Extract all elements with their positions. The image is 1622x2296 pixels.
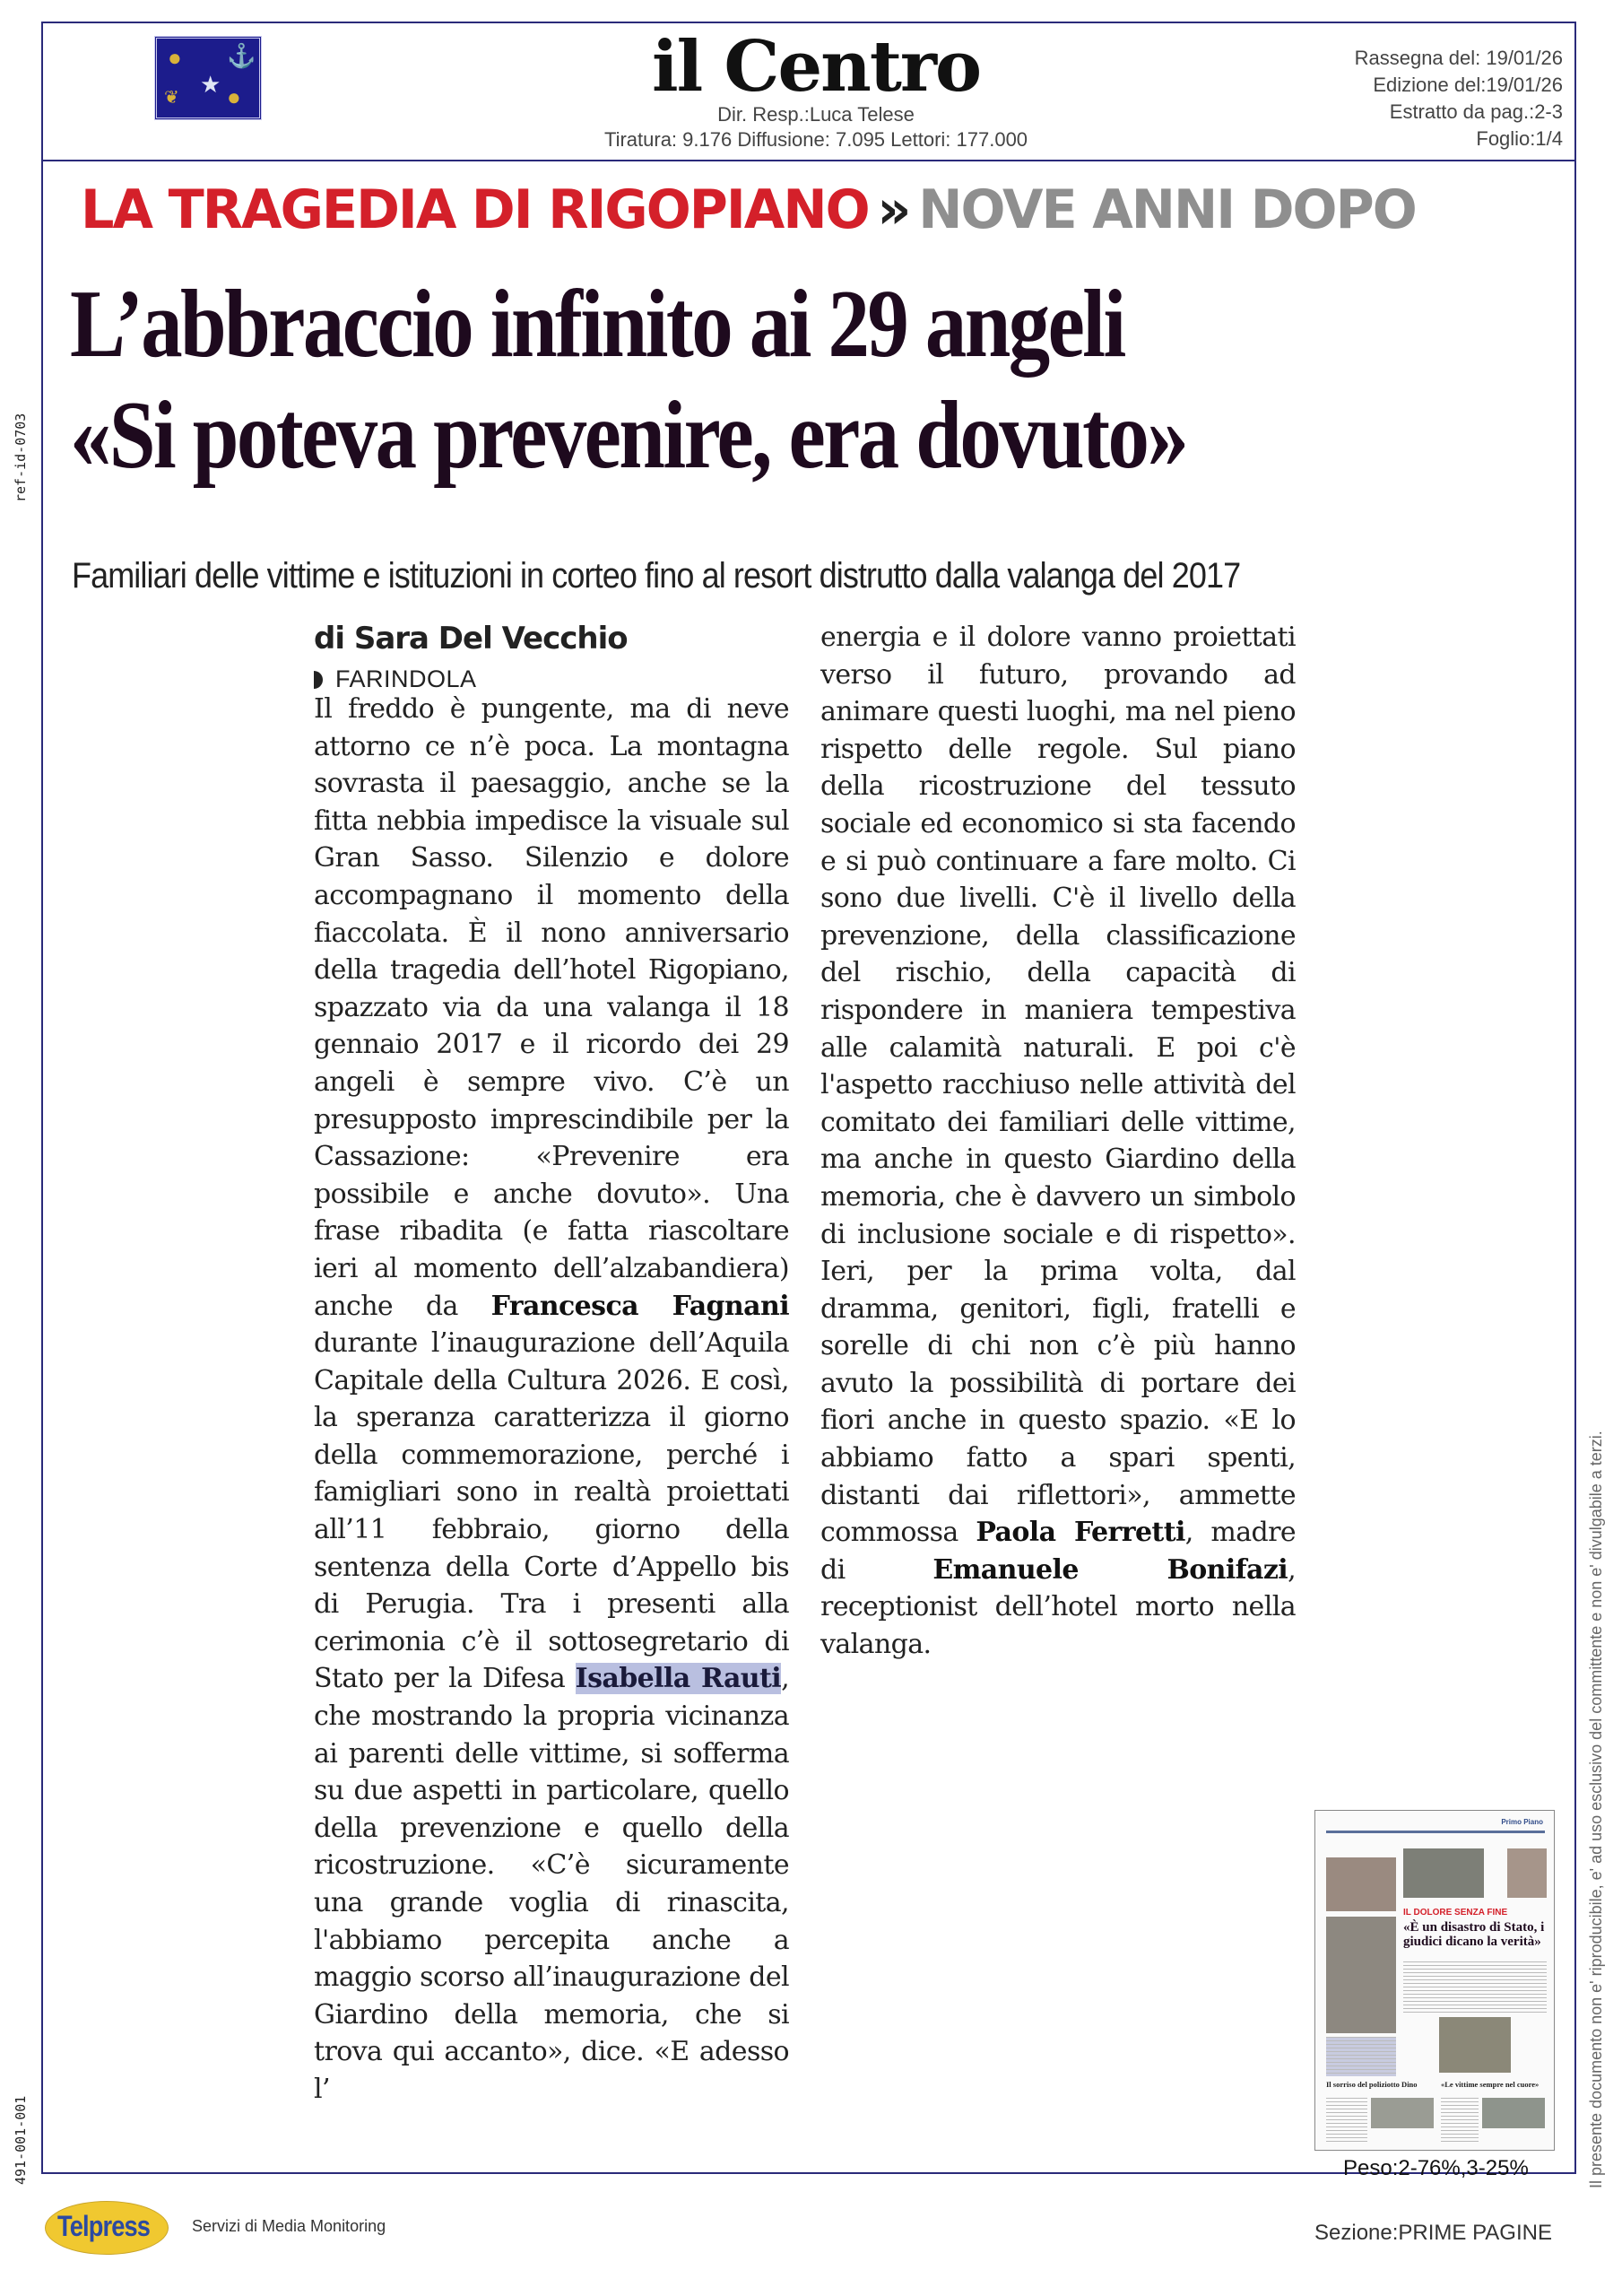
paragraph-text: , receptionist dell’hotel morto nella valanga.: [820, 1553, 1297, 1661]
thumbnail-text-block: [1403, 1961, 1547, 2015]
article-column-left: [314, 691, 789, 2109]
telpress-logo-text: Telpress: [57, 2210, 151, 2242]
anchor-icon: ⚓: [227, 42, 256, 69]
footer-section: Sezione:PRIME PAGINE: [1314, 2221, 1552, 2245]
highlighted-person-name: Isabella Rauti: [575, 1663, 782, 1695]
thumbnail-bottom-right-title: «Le vittime sempre nel cuore»: [1441, 2080, 1540, 2089]
thumbnail-photo: [1371, 2098, 1434, 2128]
thumbnail-kicker: IL DOLORE SENZA FINE: [1403, 1908, 1508, 1918]
paragraph-text: durante l’inaugurazione dell’Aquila Capitale della Cultura 2026. E così, la speranza caratterizza il giorno della commemorazione, perché i famigliari sono in realtà proiettati all’11 febbraio, giorno della sentenza della Corte d’Appello bis di Perugia. Tra i presenti alla cerimonia c’è il sottosegretario di Stato per la Difesa: [314, 1327, 789, 1695]
newspaper-logo: il Centro: [652, 26, 980, 108]
footer-service: Servizi di Media Monitoring: [192, 2217, 386, 2235]
paragraph-text: , madre di: [820, 1517, 1296, 1586]
thumbnail-rule: [1326, 1831, 1545, 1833]
peso-label: Peso:2-76%,3-25%: [1343, 2156, 1529, 2180]
disclaimer-text: Il presente documento non e' riproducibile, e' ad uso esclusivo del committente e non e' divulgabile a terzi.: [1587, 1431, 1605, 2188]
byline: di Sara Del Vecchio: [314, 621, 628, 657]
foglio-count: Foglio:1/4: [1476, 127, 1563, 150]
page-thumbnail: [1314, 1810, 1555, 2151]
article-kicker: [81, 178, 1416, 241]
thumbnail-photo: [1326, 1857, 1396, 1911]
thumbnail-photo: [1403, 1848, 1484, 1898]
grenade-icon: ●: [168, 44, 182, 71]
paragraph-text: Il freddo è pungente, ma di neve attorno ce n’è poca. La montagna sovrasta il paesaggio, anche se la fitta nebbia impedisce la visuale sul Gran Sasso. Silenzio e dolore accompagnano il momento della fiaccolata. È il nono anniversario della tragedia dell’hotel Rigopiano, spazzato via da una valanga il 18 gennaio 2017 e il ricordo dei 29 angeli è sempre vivo. C’è un presupposto imprescindibile per la Cassazione: «Prevenire era possibile e anche dovuto». Una frase ribadita (e fatta riascoltare ieri al momento dell’alzabandiera) anche da: [314, 693, 789, 1322]
thumbnail-text-block: [1326, 2037, 1396, 2076]
director-line: Dir. Resp.:Luca Telese: [717, 103, 915, 126]
paragraph-text: , che mostrando la propria vicinanza ai parenti delle vittime, si sofferma su due aspetti in particolare, quello della prevenzione e quello della ricostruzione. «C’è sicuramente una grande voglia di rinascita, l'abbiamo percepita anche a maggio scorso all’inaugurazione del Giardino della memoria, che si trova qui accanto», dice. «E adesso l’: [314, 1663, 790, 2105]
article-headline: [70, 269, 1186, 491]
dateline: [314, 665, 477, 693]
thumbnail-bottom-left-title: Il sorriso del poliziotto Dino: [1326, 2080, 1418, 2089]
person-name: Paola Ferretti: [976, 1517, 1185, 1549]
edizione-date: Edizione del:19/01/26: [1373, 74, 1563, 96]
headline-line-2: «Si poteva prevenire, era dovuto»: [70, 382, 1187, 489]
edition-meta: [1355, 45, 1563, 152]
thumbnail-photo: [1507, 1848, 1547, 1898]
header-divider: [41, 160, 1576, 161]
person-name: Emanuele Bonifazi: [932, 1553, 1288, 1586]
masthead: [502, 26, 1130, 152]
kicker-sub: NOVE ANNI DOPO: [918, 178, 1416, 241]
rassegna-date: Rassegna del: 19/01/26: [1354, 47, 1563, 69]
thumbnail-text-block: [1326, 2098, 1367, 2143]
kicker-main: LA TRAGEDIA DI RIGOPIANO: [81, 178, 869, 241]
circulation-line: Tiratura: 9.176 Diffusione: 7.095 Lettori: 177.000: [603, 128, 1028, 151]
thumbnail-section-label: Primo Piano: [1501, 1818, 1543, 1826]
dateline-place: FARINDOLA: [335, 665, 477, 692]
star-icon: ★: [200, 71, 221, 98]
kicker-separator: »: [877, 178, 910, 241]
paragraph-text: energia e il dolore vanno proiettati verso il futuro, provando ad animare questi luoghi, ma nel pieno rispetto delle regole. Sul piano della ricostruzione del tessuto sociale ed economico si sta facendo e si può continuare a fare molto. Ci sono due livelli. C'è il livello della prevenzione, della classificazione del rischio, della capacità di rispondere in maniera tempestiva alle calamità naturali. E poi c'è l'aspetto racchiuso nelle attività del comitato dei familiari delle vittime, ma anche in questo Giardino della memoria, che è davvero un simbolo di inclusione sociale e di rispetto». Ieri, per la prima volta, dal dramma, genitori, figli, fratelli e sorelle di chi non c’è più hanno avuto la possibilità di portare dei fiori anche in questo spazio. «E lo abbiamo fatto a spari spenti, distanti dai riflettori», ammette commossa: [820, 622, 1296, 1549]
wings-icon: ❦: [164, 88, 179, 108]
thumbnail-photo: [1482, 2098, 1545, 2128]
thumbnail-text-block: [1441, 2098, 1479, 2143]
estratto-pages: Estratto da pag.:2-3: [1389, 100, 1563, 123]
armed-forces-crest-icon: [154, 36, 262, 120]
article-column-right: [820, 619, 1296, 1664]
doc-code-label: 491-001-001: [13, 2095, 29, 2185]
telpress-logo: [45, 2199, 169, 2257]
headline-line-1: L’abbraccio infinito ai 29 angeli: [70, 271, 1124, 378]
ref-id-label: ref-id-0703: [13, 413, 29, 502]
person-name: Francesca Fagnani: [490, 1290, 789, 1322]
article-subheadline: Familiari delle vittime e istituzioni in corteo fino al resort distrutto dalla valanga del 2017: [72, 556, 1241, 596]
thumbnail-photo: [1439, 2017, 1511, 2073]
thumbnail-title: «È un disastro di Stato, i giudici dicano la verità»: [1403, 1920, 1545, 1949]
flame-icon: ●: [227, 83, 241, 110]
dateline-marker-icon: [314, 671, 323, 689]
thumbnail-photo: [1326, 1917, 1396, 2033]
